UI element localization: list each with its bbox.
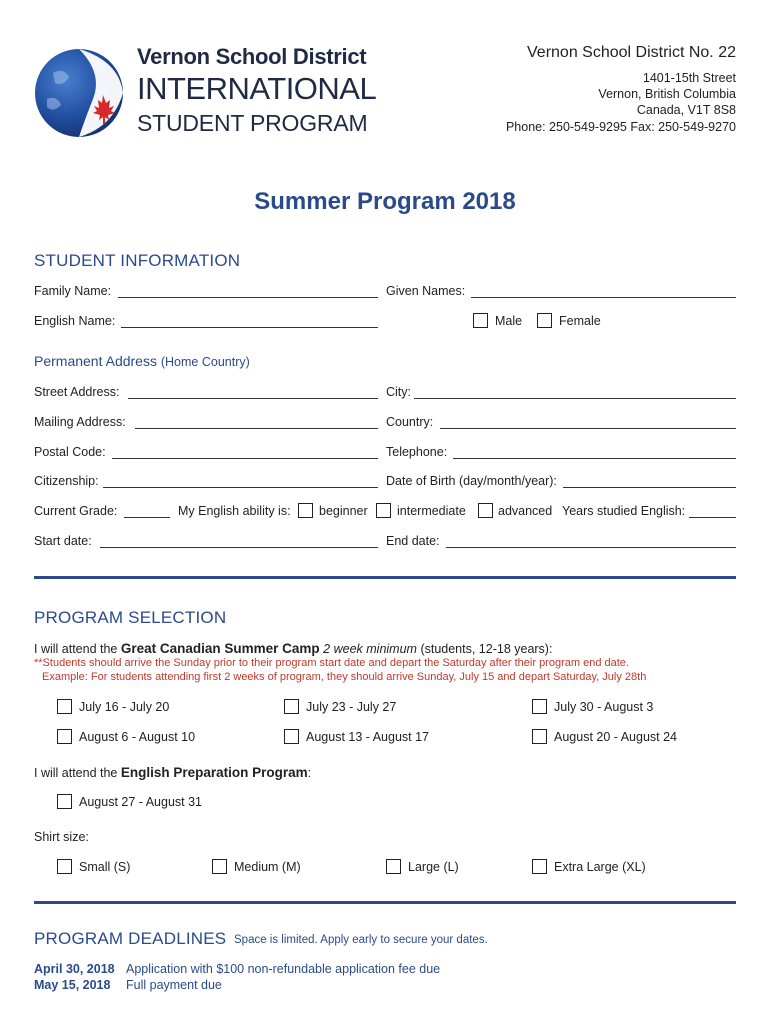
current-grade-label: Current Grade: xyxy=(34,504,118,518)
shirt-large-checkbox[interactable] xyxy=(386,859,401,874)
intermediate-checkbox[interactable] xyxy=(376,503,391,518)
week-1-label: July 16 - July 20 xyxy=(79,700,170,714)
shirt-small-label: Small (S) xyxy=(79,860,131,874)
camp-ages: (students, 12-18 years): xyxy=(420,642,553,656)
section-divider-1 xyxy=(34,576,736,579)
address-line-1: 1401-15th Street xyxy=(642,71,736,85)
country-label: Country: xyxy=(386,415,434,429)
english-prep-line xyxy=(34,765,311,780)
english-prep-week-label: August 27 - August 31 xyxy=(79,795,203,809)
deadlines-note: Space is limited. Apply early to secure your dates. xyxy=(234,934,488,946)
program-selection-heading: PROGRAM SELECTION xyxy=(34,608,227,627)
intermediate-label: intermediate xyxy=(397,504,466,518)
week-4-checkbox[interactable] xyxy=(57,729,72,744)
week-4-label: August 6 - August 10 xyxy=(79,730,196,744)
shirt-xl-checkbox[interactable] xyxy=(532,859,547,874)
mailing-address-field[interactable] xyxy=(135,428,378,429)
camp-attend-line xyxy=(34,641,552,656)
advanced-label: advanced xyxy=(498,504,553,518)
deadline-2-text: Full payment due xyxy=(126,978,222,992)
family-name-label: Family Name: xyxy=(34,284,112,298)
permanent-address-heading xyxy=(34,353,250,369)
week-3-checkbox[interactable] xyxy=(532,699,547,714)
week-6-checkbox[interactable] xyxy=(532,729,547,744)
deadlines-heading: PROGRAM DEADLINES xyxy=(34,929,227,948)
end-date-field[interactable] xyxy=(446,547,736,548)
citizenship-label: Citizenship: xyxy=(34,474,99,488)
arrival-example: Example: For students attending first 2 weeks of program, they should arrive Sunday, July 15 and depart Saturday, July 28th xyxy=(42,671,647,683)
phone-fax: Phone: 250-549-9295 Fax: 250-549-9270 xyxy=(505,120,736,134)
deadline-1-date: April 30, 2018 xyxy=(34,962,115,976)
address-line-3: Canada, V1T 8S8 xyxy=(636,103,736,117)
week-2-label: July 23 - July 27 xyxy=(306,700,397,714)
female-label: Female xyxy=(559,314,601,328)
page-title: Summer Program 2018 xyxy=(254,188,516,215)
week-5-label: August 13 - August 17 xyxy=(306,730,430,744)
street-address-field[interactable] xyxy=(128,398,378,399)
city-label: City: xyxy=(386,385,411,399)
camp-minimum: 2 week minimum xyxy=(323,642,417,656)
telephone-label: Telephone: xyxy=(386,445,448,459)
years-studied-label: Years studied English: xyxy=(562,504,686,518)
beginner-checkbox[interactable] xyxy=(298,503,313,518)
camp-attend-prefix: I will attend the xyxy=(34,642,118,656)
camp-name: Great Canadian Summer Camp xyxy=(120,641,320,656)
current-grade-field[interactable] xyxy=(124,517,170,518)
week-6-label: August 20 - August 24 xyxy=(554,730,678,744)
english-ability-label: My English ability is: xyxy=(178,504,291,518)
address-line-2: Vernon, British Columbia xyxy=(598,87,736,101)
city-field[interactable] xyxy=(414,398,736,399)
english-name-field[interactable] xyxy=(121,327,378,328)
section-divider-2 xyxy=(34,901,736,904)
postal-code-label: Postal Code: xyxy=(34,445,106,459)
start-date-label: Start date: xyxy=(34,534,92,548)
district-name: Vernon School District No. 22 xyxy=(527,44,736,61)
shirt-medium-label: Medium (M) xyxy=(234,860,301,874)
country-field[interactable] xyxy=(440,428,736,429)
end-date-label: End date: xyxy=(386,534,440,548)
street-address-label: Street Address: xyxy=(34,385,120,399)
deadline-2-date: May 15, 2018 xyxy=(34,978,111,992)
week-2-checkbox[interactable] xyxy=(284,699,299,714)
week-5-checkbox[interactable] xyxy=(284,729,299,744)
dob-label: Date of Birth (day/month/year): xyxy=(386,474,557,488)
english-prep-prefix: I will attend the xyxy=(34,766,118,780)
shirt-size-label: Shirt size: xyxy=(34,830,89,844)
brand-line-1: Vernon School District xyxy=(137,44,367,69)
week-1-checkbox[interactable] xyxy=(57,699,72,714)
english-name-label: English Name: xyxy=(34,314,116,328)
male-label: Male xyxy=(495,314,523,328)
citizenship-field[interactable] xyxy=(103,487,378,488)
male-checkbox[interactable] xyxy=(473,313,488,328)
brand-line-3: STUDENT PROGRAM xyxy=(137,110,368,136)
english-prep-name: English Preparation Program xyxy=(120,765,308,780)
district-globe-logo xyxy=(33,43,129,139)
dob-field[interactable] xyxy=(563,487,736,488)
home-country-text: (Home Country) xyxy=(160,355,250,369)
english-prep-week-checkbox[interactable] xyxy=(57,794,72,809)
postal-code-field[interactable] xyxy=(112,458,378,459)
deadline-1-text: Application with $100 non-refundable application fee due xyxy=(126,962,441,976)
shirt-large-label: Large (L) xyxy=(408,860,459,874)
telephone-field[interactable] xyxy=(453,458,736,459)
shirt-medium-checkbox[interactable] xyxy=(212,859,227,874)
student-info-heading: STUDENT INFORMATION xyxy=(34,251,241,270)
shirt-small-checkbox[interactable] xyxy=(57,859,72,874)
start-date-field[interactable] xyxy=(100,547,378,548)
given-names-field[interactable] xyxy=(471,297,736,298)
beginner-label: beginner xyxy=(319,504,368,518)
shirt-xl-label: Extra Large (XL) xyxy=(554,860,646,874)
permanent-address-text: Permanent Address xyxy=(34,353,157,369)
mailing-address-label: Mailing Address: xyxy=(34,415,126,429)
english-prep-suffix: : xyxy=(307,766,312,780)
week-3-label: July 30 - August 3 xyxy=(554,700,654,714)
brand-line-2: INTERNATIONAL xyxy=(137,71,377,106)
advanced-checkbox[interactable] xyxy=(478,503,493,518)
years-studied-field[interactable] xyxy=(689,517,736,518)
female-checkbox[interactable] xyxy=(537,313,552,328)
arrival-note: **Students should arrive the Sunday prior to their program start date and depart the Saturday after their program end date. xyxy=(34,657,629,669)
family-name-field[interactable] xyxy=(118,297,378,298)
given-names-label: Given Names: xyxy=(386,284,466,298)
